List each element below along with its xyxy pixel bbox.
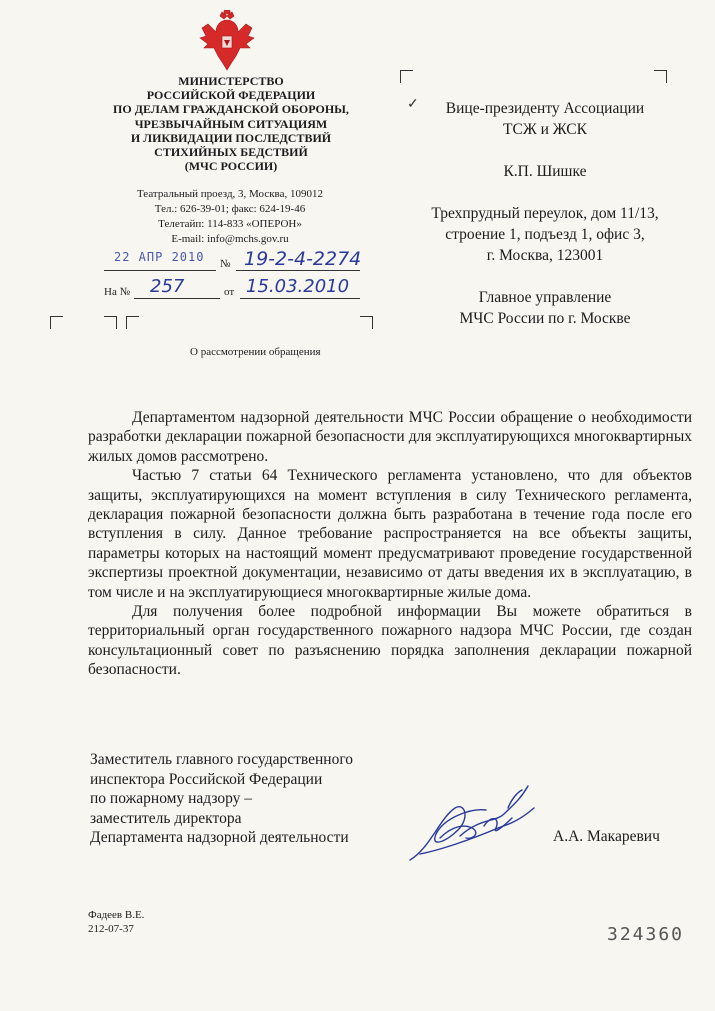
signatory-name: А.А. Макаревич: [553, 828, 660, 845]
ministry-line: И ЛИКВИДАЦИИ ПОСЛЕДСТВИЙ: [130, 130, 332, 145]
recipient-gap: [400, 182, 690, 203]
recipient-line: К.П. Шишке: [503, 163, 587, 180]
registration-date-stamp: 22 АПР 2010: [114, 250, 205, 264]
number-label: №: [220, 258, 231, 270]
contact-line: Театральный проезд, 3, Москва, 109012: [137, 188, 323, 200]
letter-subject: О рассмотрении обращения: [190, 346, 321, 358]
signatory-title-line: заместитель директора: [90, 809, 242, 827]
executor-phone: 212-07-37: [88, 923, 134, 935]
ref-number: 257: [150, 276, 185, 297]
corner-mark: [126, 316, 139, 329]
recipient-address: [400, 98, 690, 329]
document-serial-number: 324360: [607, 924, 685, 945]
ministry-line: ЧРЕЗВЫЧАЙНЫМ СИТУАЦИЯМ: [134, 116, 328, 131]
ministry-line: ПО ДЕЛАМ ГРАЖДАНСКОЙ ОБОРОНЫ,: [113, 102, 349, 117]
ref-label: На №: [104, 286, 131, 298]
registration-number: 19-2-4-2274: [244, 248, 362, 270]
ministry-line: МИНИСТЕРСТВО: [178, 74, 284, 88]
recipient-line: ТСЖ и ЖСК: [503, 121, 587, 138]
ministry-line: РОССИЙСКОЙ ФЕДЕРАЦИИ: [146, 88, 316, 103]
executor-name: Фадеев В.Е.: [88, 909, 145, 921]
ministry-line: СТИХИЙНЫХ БЕДСТВИЙ: [154, 145, 308, 160]
corner-mark: [654, 70, 667, 83]
corner-mark: [360, 316, 373, 329]
recipient-line: МЧС России по г. Москве: [459, 310, 631, 327]
contact-line: Телетайп: 114-833 «ОПЕРОН»: [158, 218, 302, 230]
signatory-title-line: Заместитель главного государственного: [90, 751, 354, 768]
handwritten-signature: [400, 778, 545, 870]
recipient-gap: [400, 140, 690, 161]
recipient-line: Вице-президенту Ассоциации: [445, 100, 645, 117]
ministry-header: [96, 74, 366, 173]
recipient-line: г. Москва, 123001: [486, 247, 604, 264]
ministry-line: (МЧС РОССИИ): [184, 159, 278, 174]
ministry-contacts: [100, 187, 360, 247]
recipient-line: Трехпрудный переулок, дом 11/13,: [431, 205, 659, 222]
recipient-line: строение 1, подъезд 1, офис 3,: [445, 226, 645, 243]
russian-coat-of-arms-icon: [198, 10, 256, 72]
signatory-title-line: по пожарному надзору –: [90, 790, 253, 807]
from-label: от: [224, 286, 235, 298]
body-paragraph: Департаментом надзорной деятельности МЧС России обращение о необходимости разработки декларации пожарной безопасности для эксплуатирующихся многоквартирных жилых домов рассмотрено.: [88, 409, 692, 465]
signatory-title-line: Департамента надзорной деятельности: [90, 829, 349, 846]
signatory-title: [90, 750, 353, 848]
recipient-gap: [400, 266, 690, 287]
executor-info: [88, 908, 144, 936]
check-mark-icon: ✓: [407, 97, 419, 112]
corner-mark: [400, 70, 413, 83]
corner-mark: [104, 316, 117, 329]
from-date: 15.03.2010: [246, 276, 350, 297]
corner-mark: [50, 316, 63, 329]
contact-line: E-mail: info@mchs.gov.ru: [171, 233, 289, 245]
body-paragraph: Для получения более подробной информации Вы можете обратиться в территориальный орган государственного пожарного надзора МЧС России, где создан консультационный совет по разъяснению порядка заполнения декларации пожарной безопасности.: [88, 603, 692, 679]
letter-body: [88, 408, 692, 680]
contact-line: Тел.: 626-39-01; факс: 624-19-46: [154, 203, 306, 215]
body-paragraph: Частью 7 статьи 64 Технического регламента установлено, что для объектов защиты, эксплуатирующихся на момент вступления в силу Технического регламента, декларация пожарной безопасности должна быть разработана в течение года после его вступления в силу. Данное требование распространяется на все объекты защиты, параметры которых на настоящий момент предусматривают проведение государственной экспертизы проектной документации, независимо от даты введения их в эксплуатацию, в том числе и на эксплуатирующиеся многоквартирные жилые дома.: [88, 467, 692, 601]
recipient-line: Главное управление: [478, 289, 612, 306]
signatory-title-line: инспектора Российской Федерации: [90, 770, 323, 788]
